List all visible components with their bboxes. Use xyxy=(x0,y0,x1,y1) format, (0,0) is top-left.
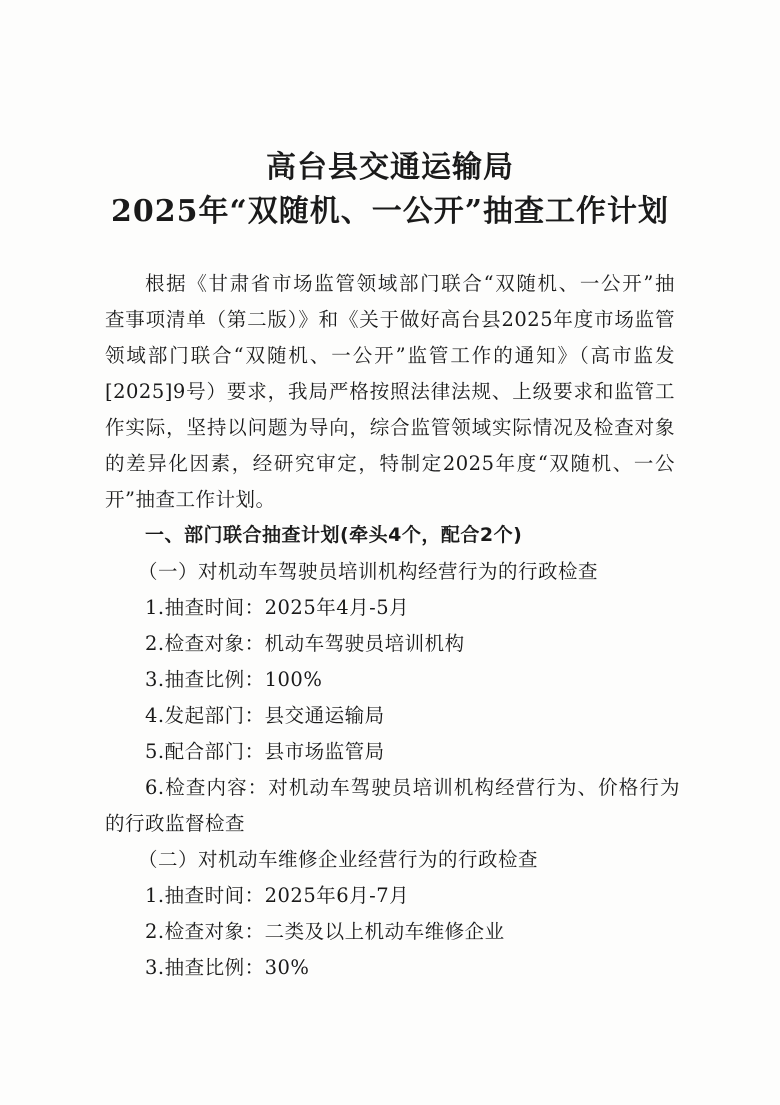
item1-ratio: 3.抽查比例：100% xyxy=(145,668,323,691)
document-title-line2: 2025年“双随机、一公开”抽查工作计划 xyxy=(110,194,669,229)
intro-line-7: 开”抽查工作计划。 xyxy=(105,488,276,511)
section1-heading: 一、部门联合抽查计划(牵头4个，配合2个) xyxy=(145,524,523,546)
item1-initiator: 4.发起部门：县交通运输局 xyxy=(145,704,385,727)
intro-line-2: 查事项清单（第二版）》和《关于做好高台县2025年度市场监管 xyxy=(105,308,675,331)
item1-time: 1.抽查时间：2025年4月-5月 xyxy=(145,596,410,619)
item2-heading: （二）对机动车维修企业经营行为的行政检查 xyxy=(138,848,539,871)
item2-target: 2.检查对象：二类及以上机动车维修企业 xyxy=(145,920,505,943)
item2-ratio: 3.抽查比例：30% xyxy=(145,956,310,979)
intro-line-4: [2025]9号）要求，我局严格按照法律法规、上级要求和监管工 xyxy=(105,380,675,403)
document-title-line1: 高台县交通运输局 xyxy=(266,150,514,185)
intro-line-6: 的差异化因素，经研究审定，特制定2025年度“双随机、一公 xyxy=(105,452,675,475)
item1-content-line1: 6.检查内容：对机动车驾驶员培训机构经营行为、价格行为 xyxy=(145,776,680,799)
item1-partner: 5.配合部门：县市场监管局 xyxy=(145,740,385,763)
intro-line-5: 作实际，坚持以问题为导向，综合监管领域实际情况及检查对象 xyxy=(105,416,675,439)
item1-heading: （一）对机动车驾驶员培训机构经营行为的行政检查 xyxy=(138,560,599,583)
item1-target: 2.检查对象：机动车驾驶员培训机构 xyxy=(145,632,465,655)
item2-time: 1.抽查时间：2025年6月-7月 xyxy=(145,884,410,907)
intro-line-1: 根据《甘肃省市场监管领域部门联合“双随机、一公开”抽 xyxy=(145,272,675,295)
intro-line-3: 领域部门联合“双随机、一公开”监管工作的通知》（高市监发 xyxy=(105,344,675,367)
item1-content-line2: 的行政监督检查 xyxy=(105,812,246,835)
